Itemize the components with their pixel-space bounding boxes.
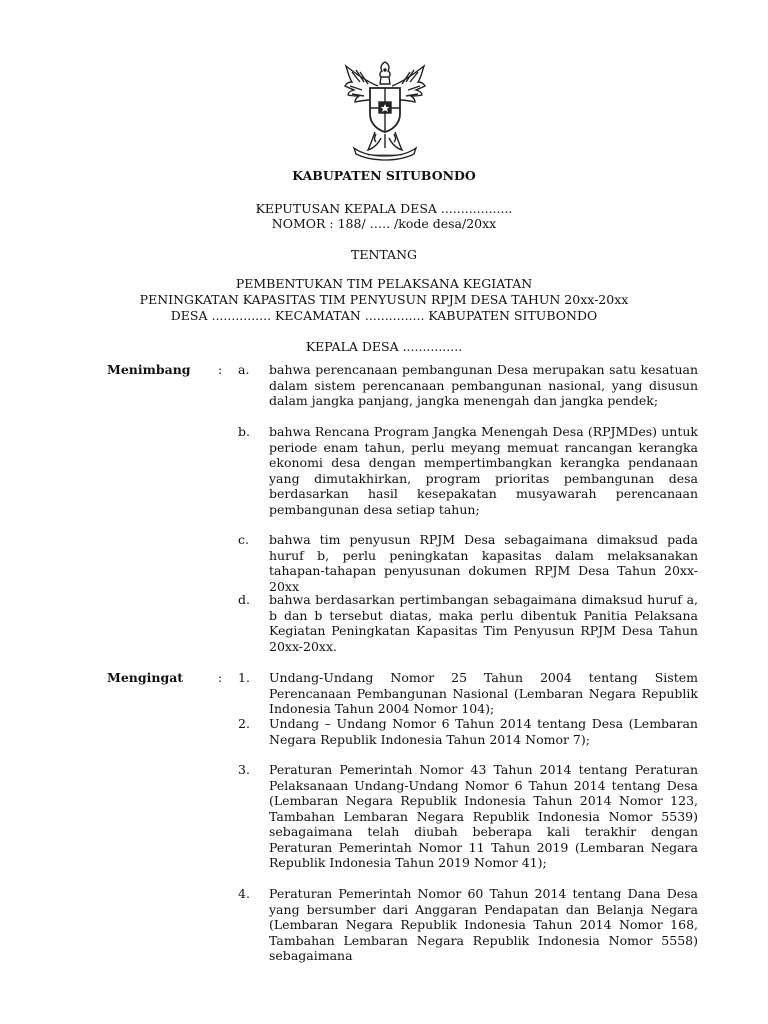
list-text: Peraturan Pemerintah Nomor 43 Tahun 2014 tentang Peraturan Pelaksanaan Undang-Undang Nomor 6 Tahun 2014 tentang Desa (Lembaran Negara Republik Indonesia Tahun 2014 Nomor 123, Tambahan Lembaran Negara Republik Indonesia Nomor 5539) sebagaimana telah diubah beberapa kali terakhir dengan Peraturan Pemerintah Nomor 11 Tahun 2019 (Lembaran Negara Republik Indonesia Tahun 2019 Nomor 41); [269,762,698,870]
mengingat-label: Mengingat [107,670,184,685]
list-item [238,592,698,654]
menimbang-colon: : [218,362,223,377]
list-item [238,424,698,517]
list-item [238,670,698,717]
list-marker: 2. [238,716,250,731]
regency-title: KABUPATEN SITUBONDO [292,168,476,183]
decree-number: NOMOR : 188/ ….. /kode desa/20xx [271,216,497,231]
list-marker: c. [238,532,249,547]
list-marker: d. [238,592,250,607]
list-marker: b. [238,424,250,439]
subject-line-1: PEMBENTUKAN TIM PELAKSANA KEGIATAN [235,276,533,291]
official-title: KEPALA DESA ............... [305,339,463,354]
list-text: bahwa berdasarkan pertimbangan sebagaimana dimaksud huruf a, b dan b tersebut diatas, maka perlu dibentuk Panitia Pelaksana Kegiatan Peningkatan Kapasitas Tim Penyusun RPJM Desa Tahun 20xx-20xx. [269,592,698,654]
list-item [238,362,698,409]
list-text: bahwa Rencana Program Jangka Menengah Desa (RPJMDes) untuk periode enam tahun, perlu meyang memuat rancangan kerangka ekonomi desa dengan mempertimbangkan kerangka pendanaan yang dimutakhirkan, program prioritas pembangunan desa berdasarkan hasil kesepakatan musyawarah perencanaan pembangunan desa setiap tahun; [269,424,698,517]
list-text: Peraturan Pemerintah Nomor 60 Tahun 2014 tentang Dana Desa yang bersumber dari Anggaran Pendapatan dan Belanja Negara (Lembaran Negara Republik Indonesia Tahun 2014 Nomor 168, Tambahan Lembaran Negara Republik Indonesia Nomor 5558) sebagaimana [269,886,698,963]
list-marker: 1. [238,670,250,685]
subject-line-3: DESA ............... KECAMATAN ............... KABUPATEN SITUBONDO [170,308,598,323]
list-item [238,886,698,964]
list-marker: 3. [238,762,250,777]
mengingat-colon: : [218,670,223,685]
list-text: bahwa perencanaan pembangunan Desa merupakan satu kesatuan dalam sistem perencanaan pembangunan nasional, yang disusun dalam jangka panjang, jangka menengah dan jangka pendek; [269,362,698,408]
list-item [238,762,698,871]
list-text: bahwa tim penyusun RPJM Desa sebagaimana dimaksud pada huruf b, perlu peningkatan kapasitas dalam melaksanakan tahapan-tahapan penyusunan dokumen RPJM Desa Tahun 20xx-20xx [269,532,698,594]
list-item [238,716,698,747]
list-item [238,532,698,594]
list-marker: 4. [238,886,250,901]
about-heading: TENTANG [350,247,417,262]
subject-line-2: PENINGKATAN KAPASITAS TIM PENYUSUN RPJM DESA TAHUN 20xx-20xx [139,292,629,307]
decree-title: KEPUTUSAN KEPALA DESA .................. [255,201,513,216]
list-marker: a. [238,362,250,377]
list-text: Undang – Undang Nomor 6 Tahun 2014 tentang Desa (Lembaran Negara Republik Indonesia Tahun 2014 Nomor 7); [269,716,698,747]
garuda-emblem-icon [340,58,430,162]
menimbang-label: Menimbang [107,362,191,377]
list-text: Undang-Undang Nomor 25 Tahun 2004 tentang Sistem Perencanaan Pembangunan Nasional (Lembaran Negara Republik Indonesia Tahun 2004 Nomor 104); [269,670,698,716]
